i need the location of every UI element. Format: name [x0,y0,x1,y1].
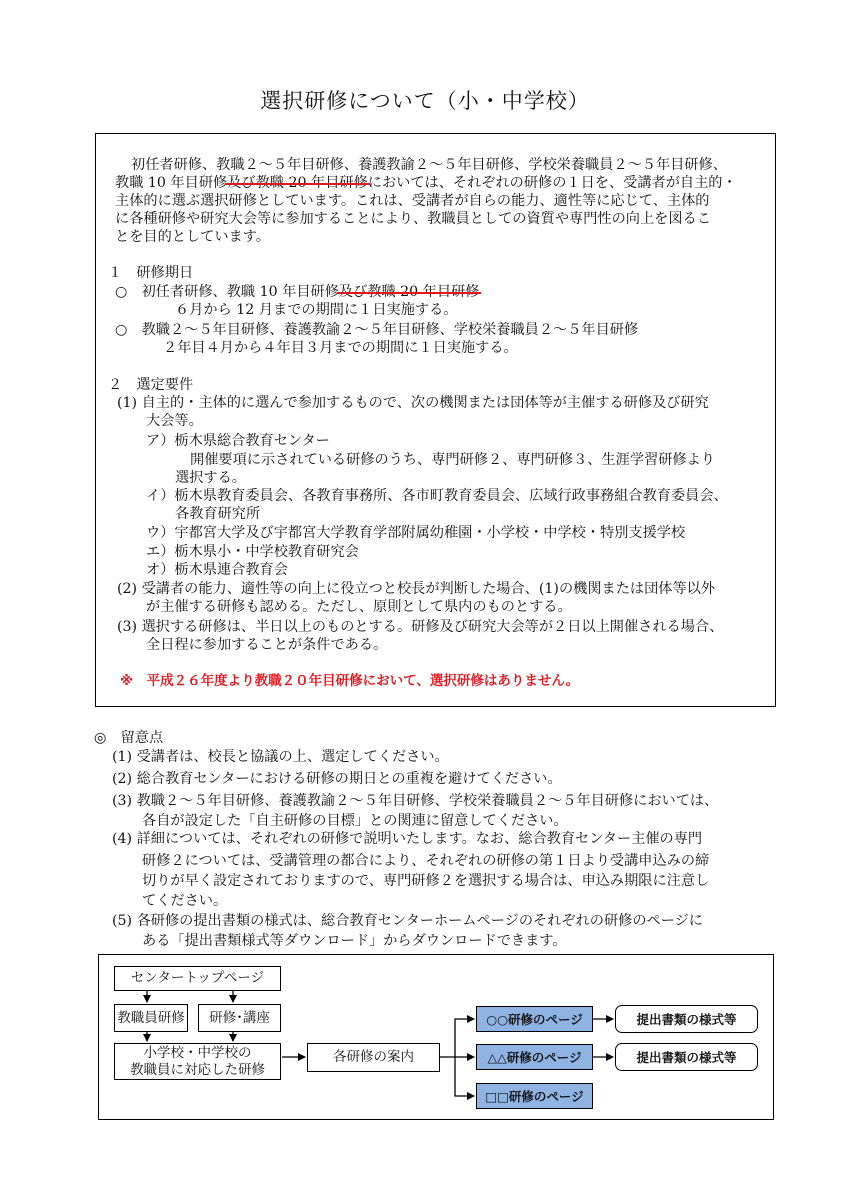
struck-text: 及び教職 20 年目研修 [227,175,368,191]
training-page-1-box: ○○研修のページ [476,1006,593,1032]
note-4-line-2: 研修２については、受講管理の都合により、それぞれの研修の第１日より受講申込みの締 [142,853,710,869]
note-3-line-2: 各自が設定した「自主研修の目標」との関連に留意してください。 [142,813,568,829]
note-4-line-3: 切りが早く設定されておりますので、専門研修２を選択する場合は、申込み期限に注意し [142,873,710,889]
struck-text: 及び教職 20 年目研修 [338,284,480,300]
training-page-2-box: △△研修のページ [476,1044,593,1070]
section-1-heading: １ 研修期日 [108,265,194,281]
note-5-line-2: ある「提出書類様式等ダウンロード」からダウンロードできます。 [142,933,567,949]
requirement-3-line-2: 全日程に参加することが条件である。 [146,637,388,653]
requirement-2-line-2: が主催する研修も認める。ただし、原則として県内のものとする。 [146,599,572,615]
requirement-2-line-1: (2) 受講者の能力、適性等の向上に役立つと校長が判断した場合、(1)の機関または団体等以外 [117,581,716,597]
submission-forms-box-2: 提出書類の様式等 [615,1043,758,1071]
note-2: (2) 総合教育センターにおける研修の期日との重複を避けてください。 [112,771,562,787]
section-1-item-2: ○ 教職２～５年目研修、養護教諭２～５年目研修、学校栄養職員２～５年目研修 [115,322,639,338]
section-1-item-2-sub: ２年目４月から４年目３月までの期間に１日実施する。 [163,340,518,356]
training-course-box: 研修･講座 [198,1004,281,1032]
training-guide-box: 各研修の案内 [307,1043,440,1072]
section-1-item-1-sub: ６月から 12 月までの期間に１日実施する。 [175,302,458,318]
page-title: 選択研修について（小・中学校） [260,89,590,113]
intro-line-1: 初任者研修、教職２～５年目研修、養護教諭２～５年目研修、学校栄養職員２～５年目研修、 [131,157,727,173]
intro-line-2: 教職 10 年目研修及び教職 20 年目研修においては、それぞれの研修の１日を、受講者が自主的・ [115,175,737,191]
note-3-line-1: (3) 教職２～５年目研修、養護教諭２～５年目研修、学校栄養職員２～５年目研修においては、 [112,793,719,809]
org-a-detail-2: 選択する。 [175,470,246,486]
note-4-line-4: てください。 [142,893,228,909]
notice-no-selection: ※ 平成２６年度より教職２０年目研修において、選択研修はありません。 [120,673,580,689]
note-1: (1) 受講者は、校長と協議の上、選定してください。 [112,749,449,765]
org-i: イ）栃木県教育委員会、各教育事務所、各市町教育委員会、広域行政事務組合教育委員会、 [146,488,728,504]
org-a-detail-1: 開催要項に示されている研修のうち、専門研修２、専門研修３、生涯学習研修より [190,452,715,468]
school-staff-training-box: 小学校・中学校の 教職員に対応した研修 [114,1043,281,1080]
org-i-detail: 各教育研究所 [175,506,261,522]
staff-training-box: 教職員研修 [114,1004,188,1032]
requirement-3-line-1: (3) 選択する研修は、半日以上のものとする。研修及び研究大会等が２日以上開催される場合、 [117,619,724,635]
training-page-3-box: □□研修のページ [476,1083,593,1109]
note-4-line-1: (4) 詳細については、それぞれの研修で説明いたします。なお、総合教育センター主催の専門 [112,831,703,847]
org-u: ウ）宇都宮大学及び宇都宮大学教育学部附属幼稚園・小学校・中学校・特別支援学校 [146,525,686,541]
notes-heading: ◎ 留意点 [94,730,164,746]
note-5-line-1: (5) 各研修の提出書類の様式は、総合教育センターホームページのそれぞれの研修のページに [112,913,703,929]
requirement-1-line-2: 大会等。 [146,413,203,429]
org-a: ア）栃木県総合教育センター [146,433,330,449]
submission-forms-box-1: 提出書類の様式等 [615,1005,758,1033]
intro-line-5: とを目的としています。 [115,229,270,245]
org-o: オ）栃木県連合教育会 [146,562,288,578]
center-top-page-box: センタートップページ [114,966,281,991]
requirement-1-line-1: (1) 自主的・主体的に選んで参加するもので、次の機関または団体等が主催する研修及び研究 [117,395,709,411]
intro-line-3: 主体的に選ぶ選択研修としています。これは、受講者が自らの能力、適性等に応じて、主体的 [115,193,710,209]
section-2-heading: ２ 選定要件 [108,377,194,393]
org-e: エ）栃木県小・中学校教育研究会 [146,544,359,560]
intro-line-4: に各種研修や研究大会等に参加することにより、教職員としての資質や専門性の向上を図るこ [115,211,711,227]
section-1-item-1: ○ 初任者研修、教職 10 年目研修及び教職 20 年目研修 [115,284,480,300]
